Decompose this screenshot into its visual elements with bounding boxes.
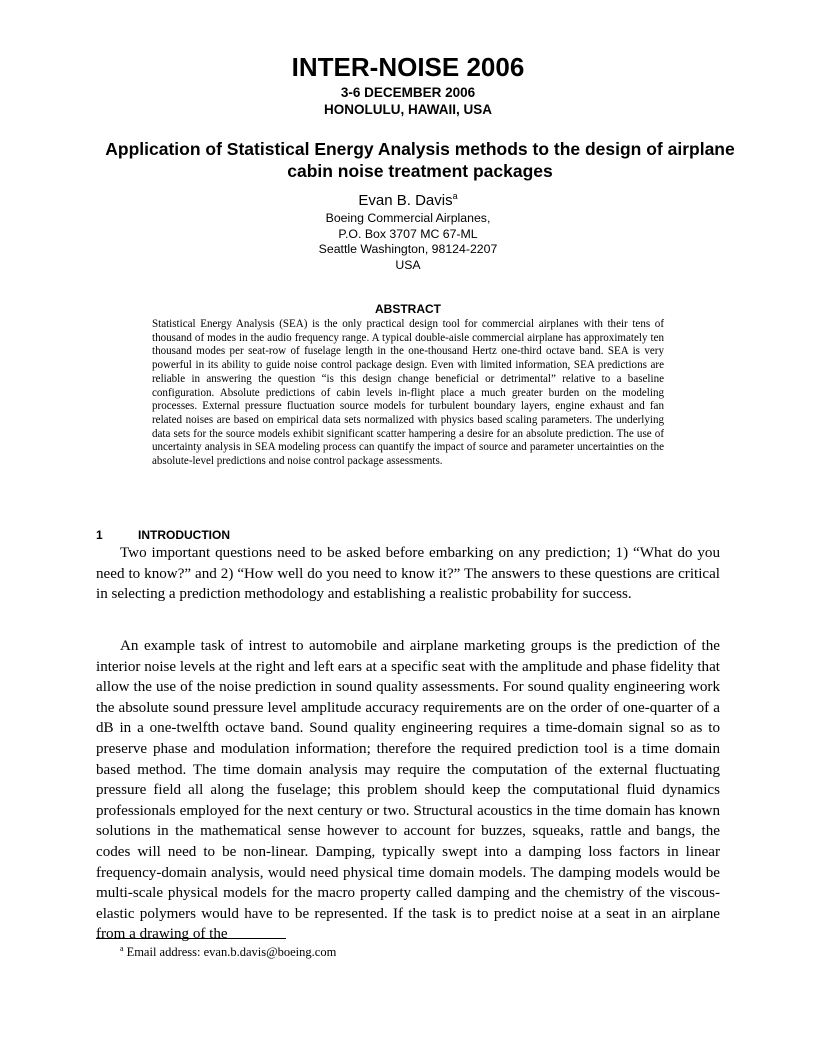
paper-title: Application of Statistical Energy Analysis methods to the design of airplane cabin noise treatment packages bbox=[105, 139, 735, 181]
affiliation-country: USA bbox=[395, 257, 421, 272]
section-heading-introduction bbox=[96, 528, 230, 543]
affiliation-city: Seattle Washington, 98124-2207 bbox=[318, 242, 498, 256]
affiliation-po-box: P.O. Box 3707 MC 67-ML bbox=[338, 226, 478, 241]
section-title: INTRODUCTION bbox=[138, 528, 230, 542]
author-name-line bbox=[0, 191, 816, 211]
conference-location: HONOLULU, HAWAII, USA bbox=[324, 102, 492, 117]
abstract-text: Statistical Energy Analysis (SEA) is the only practical design tool for commercial airplanes with their tens of thousand of modes in the audio frequency range. A typical double-aisle commercial airplane has approximately ten thousand modes per seat-row of fuselage length in the one-thousand Hertz one-third octave band. SEA is very powerful in its ability to guide noise control package design. Even with limited information, SEA predictions are reliable in answering the question “is this design change beneficial or detrimental” relative to a baseline configuration. Absolute predictions of cabin levels in-flight place a much greater burden on the modeling processes. External pressure fluctuation source models for turbulent boundary layers, engine exhaust and fan related noises are based on empirical data sets normalized with physics based scaling parameters. The underlying data sets for the source models exhibit significant scatter hampering a desire for an absolute prediction. The use of uncertainty analysis in SEA modeling process can quantify the impact of source and parameter uncertainties on the absolute-level predictions and noise control package assessments. bbox=[152, 318, 664, 468]
author-block bbox=[0, 191, 816, 273]
section-number: 1 bbox=[96, 528, 103, 542]
author-footnote-marker: a bbox=[452, 191, 458, 201]
intro-paragraph-1: Two important questions need to be asked before embarking on any prediction; 1) “What do you need to know?” and 2) “How well do you need to know it?” The answers to these questions are critical in selecting a prediction methodology and establishing a realistic probability for success. bbox=[96, 545, 720, 603]
footnote-email: Email address: evan.b.davis@boeing.com bbox=[126, 945, 337, 959]
author-name: Evan B. Davis bbox=[358, 192, 453, 209]
conference-dates: 3-6 DECEMBER 2006 bbox=[340, 85, 476, 100]
affiliation-company: Boeing Commercial Airplanes, bbox=[325, 211, 491, 225]
footnote bbox=[120, 944, 336, 960]
abstract-heading: ABSTRACT bbox=[375, 302, 441, 316]
footnote-marker: a bbox=[120, 944, 124, 953]
conference-title: INTER-NOISE 2006 bbox=[291, 52, 525, 82]
intro-paragraph-2: An example task of intrest to automobile and airplane marketing groups is the prediction of the interior noise levels at the right and left ears at a specific seat with the amplitude and phase fidelity that allow the use of the noise prediction in sound quality assessments. For sound quality engineering work the absolute sound pressure level amplitude accuracy requirements are on the order of one-quarter of a dB in a one-twelfth octave band. Sound quality engineering requires a time-domain signal so as to preserve phase and modulation information; therefore the required prediction tool is a time domain based method. The time domain analysis may require the computation of the external fluctuating pressure field all along the fuselage; this problem should keep the computational fluid dynamics professionals employed for the next century or two. Structural acoustics in the time domain has known solutions in the mathematical sense however to account for buzzes, squeaks, rattle and bangs, the codes will need to be non-linear. Damping, typically swept into a damping loss factors in linear frequency-domain analysis, would need physical time domain models. The damping models would be multi-scale physical models for the macro property called damping and the chemistry of the viscous-elastic polymers would have to be represented. If the task is to predict noise at a seat in an airplane from a drawing of the bbox=[96, 638, 720, 943]
footnote-divider bbox=[96, 938, 286, 939]
